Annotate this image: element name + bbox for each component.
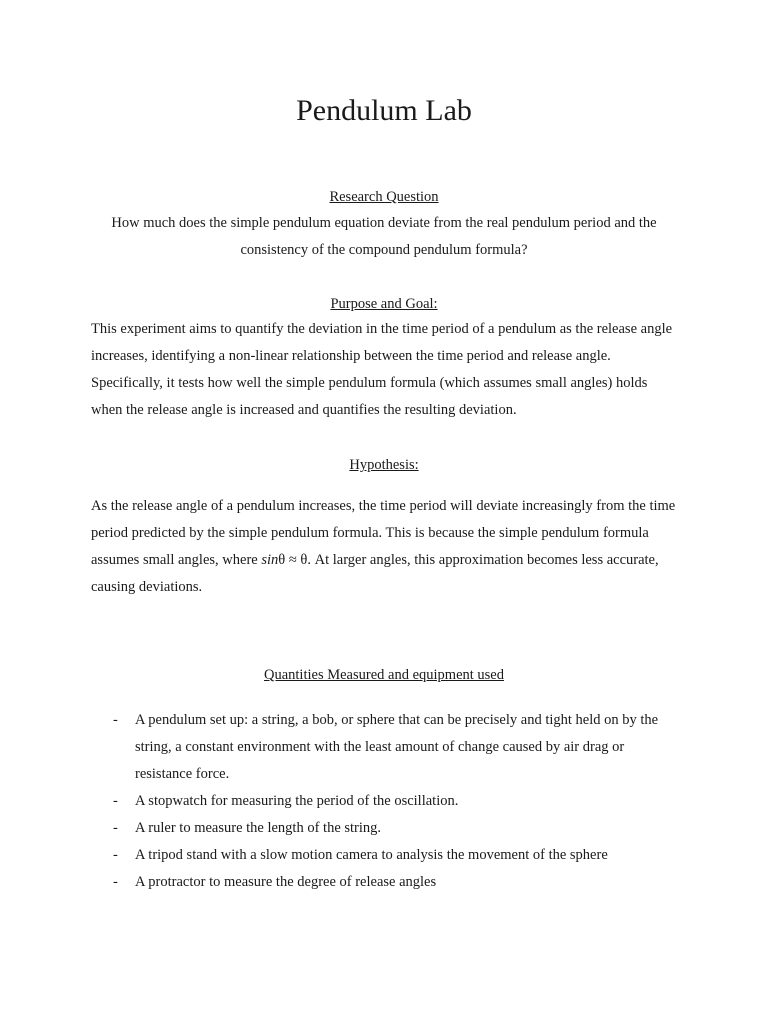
list-item-text: A stopwatch for measuring the period of the oscillation. bbox=[135, 793, 459, 809]
research-question-heading: Research Question bbox=[329, 189, 439, 205]
equipment-list bbox=[113, 707, 683, 896]
hypothesis-text bbox=[91, 493, 681, 601]
math-approx: θ ≈ θ bbox=[278, 552, 308, 568]
list-bullet: - bbox=[113, 874, 118, 890]
list-item bbox=[113, 788, 683, 815]
list-item-text: A tripod stand with a slow motion camera to analysis the movement of the sphere bbox=[135, 847, 608, 863]
list-item-text: A pendulum set up: a string, a bob, or sphere that can be precisely and tight held on by the string, a constant environment with the least amount of change caused by air drag or resistance force. bbox=[135, 712, 659, 782]
equipment-heading: Quantities Measured and equipment used bbox=[264, 667, 504, 683]
purpose-text: This experiment aims to quantify the deviation in the time period of a pendulum as the release angle increases, identifying a non-linear relationship between the time period and release angle. Specifically, it tests how well the simple pendulum formula (which assumes small angles) holds when the release angle is increased and quantifies the resulting deviation. bbox=[91, 321, 673, 418]
hypothesis-text-after: . At larger angles, this approximation becomes less accurate, causing deviations. bbox=[91, 552, 659, 595]
list-item bbox=[113, 707, 683, 788]
list-bullet: - bbox=[113, 820, 118, 836]
list-bullet: - bbox=[113, 793, 118, 809]
list-item bbox=[113, 842, 683, 869]
math-sin: sin bbox=[261, 552, 279, 568]
list-item-text: A protractor to measure the degree of release angles bbox=[135, 874, 437, 890]
page-title: Pendulum Lab bbox=[296, 94, 472, 127]
hypothesis-text-before: As the release angle of a pendulum increases, the time period will deviate increasingly from the time period predicted by the simple pendulum formula. This is because the simple pendulum formula assumes small angles, where bbox=[91, 498, 676, 568]
purpose-heading: Purpose and Goal: bbox=[330, 296, 438, 312]
list-bullet: - bbox=[113, 847, 118, 863]
research-question-text: How much does the simple pendulum equation deviate from the real pendulum period and the consistency of the compound pendulum formula? bbox=[111, 215, 657, 258]
list-item bbox=[113, 815, 683, 842]
list-item bbox=[113, 869, 683, 896]
hypothesis-heading: Hypothesis: bbox=[349, 457, 419, 473]
list-item-text: A ruler to measure the length of the string. bbox=[135, 820, 382, 836]
list-bullet: - bbox=[113, 712, 118, 728]
